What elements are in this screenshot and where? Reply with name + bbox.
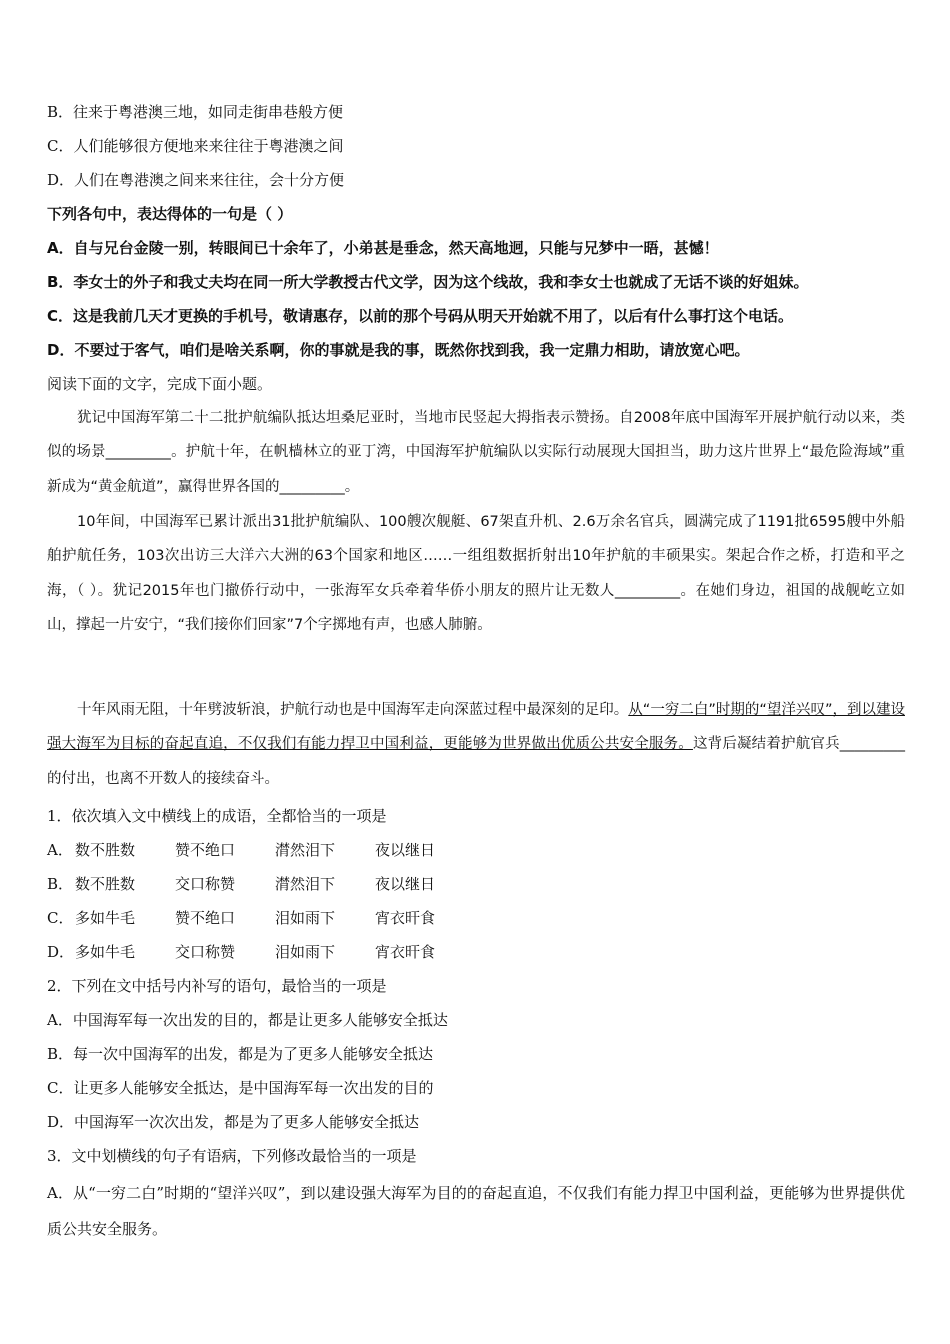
reading-intro: 阅读下面的文字，完成下面小题。 <box>47 375 273 393</box>
option-cell: 泪如雨下 <box>275 909 336 927</box>
passage-paragraph-1: 犹记中国海军第二十二批护航编队抵达坦桑尼亚时，当地市民竖起大拇指表示赞扬。自2008年底中国海军开展护航行动以来，类似的场景_________。护航十年，在帆樯林立的亚丁湾，中国海军护航编队以实际行动展现大国担当，助力这片世界上“最危险海域”重新成为“黄金航道”，赢得世界各国的_________。 <box>47 410 905 495</box>
option-cell: 夜以继日 <box>375 841 436 859</box>
question-1-option-a <box>47 840 435 860</box>
question-3-stem: 3．文中划横线的句子有语病，下列修改最恰当的一项是 <box>47 1147 417 1165</box>
option-cell: 交口称赞 <box>175 943 236 961</box>
option-cell: 潸然泪下 <box>275 875 336 893</box>
option-cell: 潸然泪下 <box>275 841 336 859</box>
option-cell: 泪如雨下 <box>275 943 336 961</box>
option-cell: 多如牛毛 <box>75 943 136 961</box>
option-label: A． <box>47 841 73 859</box>
question-1-stem: 1．依次填入文中横线上的成语，全都恰当的一项是 <box>47 807 387 825</box>
option-cell: 赞不绝口 <box>175 841 236 859</box>
question-2-option-a: A．中国海军每一次出发的目的，都是让更多人能够安全抵达 <box>47 1011 448 1029</box>
question-3-option-a: A．从“一穷二白”时期的“望洋兴叹”，到以建设强大海军为目的的奋起直追，不仅我们有能力捍卫中国利益，更能够为世界提供优质公共安全服务。 <box>47 1184 905 1238</box>
question-expression-stem: 下列各句中，表达得体的一句是（ ） <box>47 205 293 223</box>
question-1-option-d <box>47 942 435 962</box>
prev-option-c: C．人们能够很方便地来来往往于粤港澳之间 <box>47 137 344 155</box>
prev-option-d: D．人们在粤港澳之间来来往往，会十分方便 <box>47 171 345 189</box>
option-label: B． <box>47 875 74 893</box>
prev-option-b: B．往来于粤港澳三地，如同走街串巷般方便 <box>47 103 344 121</box>
question-expression-option-a: A．自与兄台金陵一别，转眼间已十余年了，小弟甚是垂念，然天高地迥，只能与兄梦中一晤，甚憾！ <box>47 239 719 257</box>
underlined-sentence: 从“一穷二白”时期的“望洋兴叹”，到以建设强大海军为目标的奋起直追，不仅我们有能力捍卫中国利益，更能够为世界做出优质公共安全服务。 <box>47 702 905 753</box>
option-cell: 夜以继日 <box>375 875 436 893</box>
passage-paragraph-2: 10年间，中国海军已累计派出31批护航编队、100艘次舰艇、67架直升机、2.6万余名官兵，圆满完成了1191批6595艘中外船舶护航任务，103次出访三大洋六大洲的63个国家和地区……一组组数据折射出10年护航的丰硕果实。架起合作之桥，打造和平之海，（ ）。犹记2015年也门撤侨行动中，一张海军女兵牵着华侨小朋友的照片让无数人_________。在她们身边，祖国的战舰屹立如山，撑起一片安宁，“我们接你们回家”7个字掷地有声，也感人肺腑。 <box>47 514 905 633</box>
passage-p3-end: 这背后凝结着护航官兵_________的付出，也离不开数人的接续奋斗。 <box>47 736 906 787</box>
option-cell: 多如牛毛 <box>75 909 136 927</box>
option-cell: 宵衣旰食 <box>375 909 436 927</box>
question-1-option-b <box>47 874 435 894</box>
question-expression-option-b: B．李女士的外子和我丈夫均在同一所大学教授古代文学，因为这个线故，我和李女士也就成了无话不谈的好姐妹。 <box>47 273 809 291</box>
question-expression-option-c: C．这是我前几天才更换的手机号，敬请惠存，以前的那个号码从明天开始就不用了，以后有什么事打这个电话。 <box>47 307 794 325</box>
option-cell: 交口称赞 <box>175 875 236 893</box>
option-cell: 数不胜数 <box>75 875 136 893</box>
passage-paragraph-3 <box>47 693 905 796</box>
option-label: C． <box>47 909 74 927</box>
question-expression-option-d: D．不要过于客气，咱们是啥关系啊，你的事就是我的事，既然你找到我，我一定鼎力相助，请放宽心吧。 <box>47 341 750 359</box>
passage-p3-intro: 十年风雨无阻，十年劈波斩浪，护航行动也是中国海军走向深蓝过程中最深刻的足印。 <box>77 702 629 718</box>
option-cell: 数不胜数 <box>75 841 136 859</box>
question-2-option-d: D．中国海军一次次出发，都是为了更多人能够安全抵达 <box>47 1113 420 1131</box>
option-label: D． <box>47 943 75 961</box>
option-cell: 宵衣旰食 <box>375 943 436 961</box>
question-2-option-c: C．让更多人能够安全抵达，是中国海军每一次出发的目的 <box>47 1079 434 1097</box>
question-2-stem: 2．下列在文中括号内补写的语句，最恰当的一项是 <box>47 977 387 995</box>
question-2-option-b: B．每一次中国海军的出发，都是为了更多人能够安全抵达 <box>47 1045 434 1063</box>
option-cell: 赞不绝口 <box>175 909 236 927</box>
question-1-option-c <box>47 908 435 928</box>
